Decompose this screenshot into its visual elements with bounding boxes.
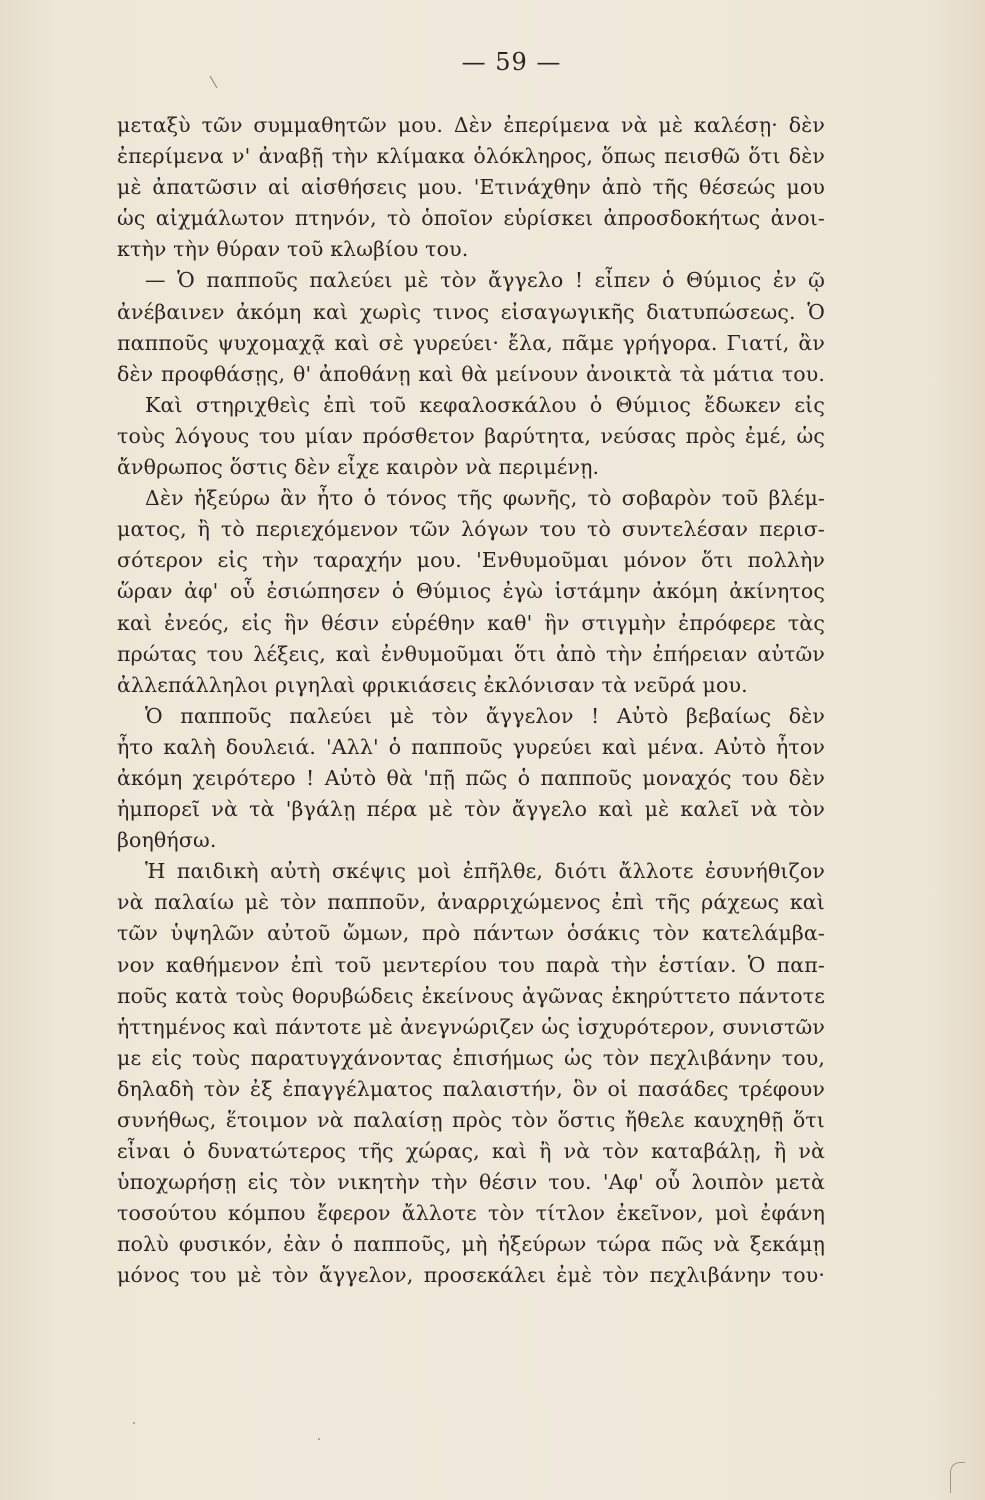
text-line: κτὴν τὴν θύραν τοῦ κλωβίου του.: [117, 237, 469, 262]
text-line: Δὲν ἠξεύρω ἂν ἦτο ὁ τόνος τῆς φωνῆς, τὸ σοβαρὸν τοῦ βλέμ-: [145, 486, 825, 511]
text-line: ἡττημένος καὶ πάντοτε μὲ ἀνεγνώριζεν ὡς ἰσχυρότερον, συνιστῶν: [117, 1014, 825, 1039]
text-line: τοὺς λόγους του μίαν πρόσθετον βαρύτητα, νεύσας πρὸς ἐμέ, ὡς: [117, 423, 825, 448]
text-line: ἦτο καλὴ δουλειά. 'Αλλ' ὁ παπποῦς γυρεύει καὶ μένα. Αὐτὸ ἦτον: [117, 734, 825, 759]
text-line: ματος, ἢ τὸ περιεχόμενον τῶν λόγων του τὸ συντελέσαν περισ-: [117, 517, 825, 542]
text-line: παπποῦς ψυχομαχᾷ καὶ σὲ γυρεύει· ἔλα, πᾶμε γρήγορα. Γιατί, ἂν: [117, 330, 825, 355]
text-line: δὲν προφθάσῃς, θ' ἀποθάνῃ καὶ θὰ μείνουν ἀνοικτὰ τὰ μάτια του.: [117, 361, 825, 386]
ink-speck: [133, 1422, 135, 1424]
page-number: — 59 —: [461, 48, 562, 76]
text-line: — Ὁ παπποῦς παλεύει μὲ τὸν ἄγγελο ! εἶπεν ὁ Θύμιος ἐν ῷ: [145, 268, 825, 293]
text-line: τοσούτου κόμπου ἔφερον ἄλλοτε τὸν τίτλον ἐκεῖνον, μοὶ ἐφάνη: [117, 1201, 825, 1226]
text-line: καὶ ἐνεός, εἰς ἣν θέσιν εὑρέθην καθ' ἣν στιγμὴν ἐπρόφερε τὰς: [117, 610, 825, 635]
text-line: μόνος του μὲ τὸν ἄγγελον, προσεκάλει ἐμὲ τὸν πεχλιβάνην του·: [117, 1263, 825, 1288]
text-line: ἠμπορεῖ νὰ τὰ 'βγάλῃ πέρα μὲ τὸν ἄγγελο καὶ μὲ καλεῖ νὰ τὸν: [117, 797, 825, 822]
text-line: ὑποχωρήσῃ εἰς τὸν νικητὴν τὴν θέσιν του. 'Αφ' οὗ λοιπὸν μετὰ: [117, 1170, 825, 1195]
text-line: πρώτας του λέξεις, καὶ ἐνθυμοῦμαι ὅτι ἀπὸ τὴν ἐπήρειαν αὐτῶν: [117, 641, 825, 666]
pencil-mark: [210, 76, 218, 89]
text-line: ὥραν ἀφ' οὗ ἐσιώπησεν ὁ Θύμιος ἐγὼ ἱστάμην ἀκόμη ἀκίνητος: [117, 579, 825, 604]
text-line: ἄνθρωπος ὅστις δὲν εἶχε καιρὸν νὰ περιμένῃ.: [117, 455, 600, 480]
text-line: μεταξὺ τῶν συμμαθητῶν μου. Δὲν ἐπερίμενα νὰ μὲ καλέσῃ· δὲν: [117, 113, 825, 137]
ink-speck: [318, 1438, 320, 1440]
text-line: ἀνέβαινεν ἀκόμη καὶ χωρὶς τινος εἰσαγωγικῆς διατυπώσεως. Ὁ: [117, 299, 825, 324]
text-line: τῶν ὑψηλῶν αὐτοῦ ὤμων, πρὸ πάντων ὁσάκις τὸν κατελάμβα-: [117, 921, 825, 946]
text-line: ἐπερίμενα ν' ἀναβῇ τὴν κλίμακα ὁλόκληρος, ὅπως πεισθῶ ὅτι δὲν: [117, 144, 825, 169]
text-line: ἀκόμη χειρότερο ! Αὐτὸ θὰ 'πῇ πῶς ὁ παπποῦς μοναχός του δὲν: [117, 765, 825, 790]
text-line: ὡς αἰχμάλωτον πτηνόν, τὸ ὁποῖον εὑρίσκει ἀπροσδοκήτως ἀνοι-: [117, 206, 825, 231]
text-line: Καὶ στηριχθεὶς ἐπὶ τοῦ κεφαλοσκάλου ὁ Θύμιος ἔδωκεν εἰς: [145, 392, 825, 417]
text-line: νὰ παλαίω μὲ τὸν παπποῦν, ἀναρριχώμενος ἐπὶ τῆς ράχεως καὶ: [117, 890, 825, 915]
text-line: βοηθήσω.: [117, 828, 217, 853]
text-line: πολὺ φυσικόν, ἐὰν ὁ παπποῦς, μὴ ἠξεύρων τώρα πῶς νὰ ξεκάμῃ: [117, 1232, 825, 1257]
text-line: με εἰς τοὺς παρατυγχάνοντας ἐπισήμως ὡς τὸν πεχλιβάνην του,: [117, 1045, 825, 1070]
text-line: δηλαδὴ τὸν ἐξ ἐπαγγέλματος παλαιστήν, ὃν οἱ πασάδες τρέφουν: [117, 1076, 825, 1101]
text-line: Ἡ παιδικὴ αὐτὴ σκέψις μοὶ ἐπῆλθε, διότι ἄλλοτε ἐσυνήθιζον: [145, 859, 825, 884]
text-line: συνήθως, ἕτοιμον νὰ παλαίσῃ πρὸς τὸν ὅστις ἤθελε καυχηθῇ ὅτι: [117, 1108, 825, 1132]
corner-mark: [950, 1462, 965, 1493]
text-line: μὲ ἀπατῶσιν αἱ αἰσθήσεις μου. 'Ετινάχθην ἀπὸ τῆς θέσεώς μου: [117, 175, 825, 200]
text-line: ποῦς κατὰ τοὺς θορυβώδεις ἐκείνους ἀγῶνας ἐκηρύττετο πάντοτε: [117, 983, 825, 1008]
body-text: [117, 110, 825, 1292]
text-line: νον καθήμενον ἐπὶ τοῦ μεντερίου του παρὰ τὴν ἑστίαν. Ὁ παπ-: [117, 952, 825, 977]
text-line: σότερον εἰς τὴν ταραχήν μου. 'Ενθυμοῦμαι μόνον ὅτι πολλὴν: [117, 548, 825, 573]
text-line: ἀλλεπάλληλοι ριγηλαὶ φρικιάσεις ἐκλόνισαν τὰ νεῦρά μου.: [117, 672, 748, 697]
text-line: εἶναι ὁ δυνατώτερος τῆς χώρας, καὶ ἢ νὰ τὸν καταβάλῃ, ἢ νὰ: [117, 1139, 825, 1164]
text-line: Ὁ παπποῦς παλεύει μὲ τὸν ἄγγελον ! Αὐτὸ βεβαίως δὲν: [145, 703, 825, 728]
